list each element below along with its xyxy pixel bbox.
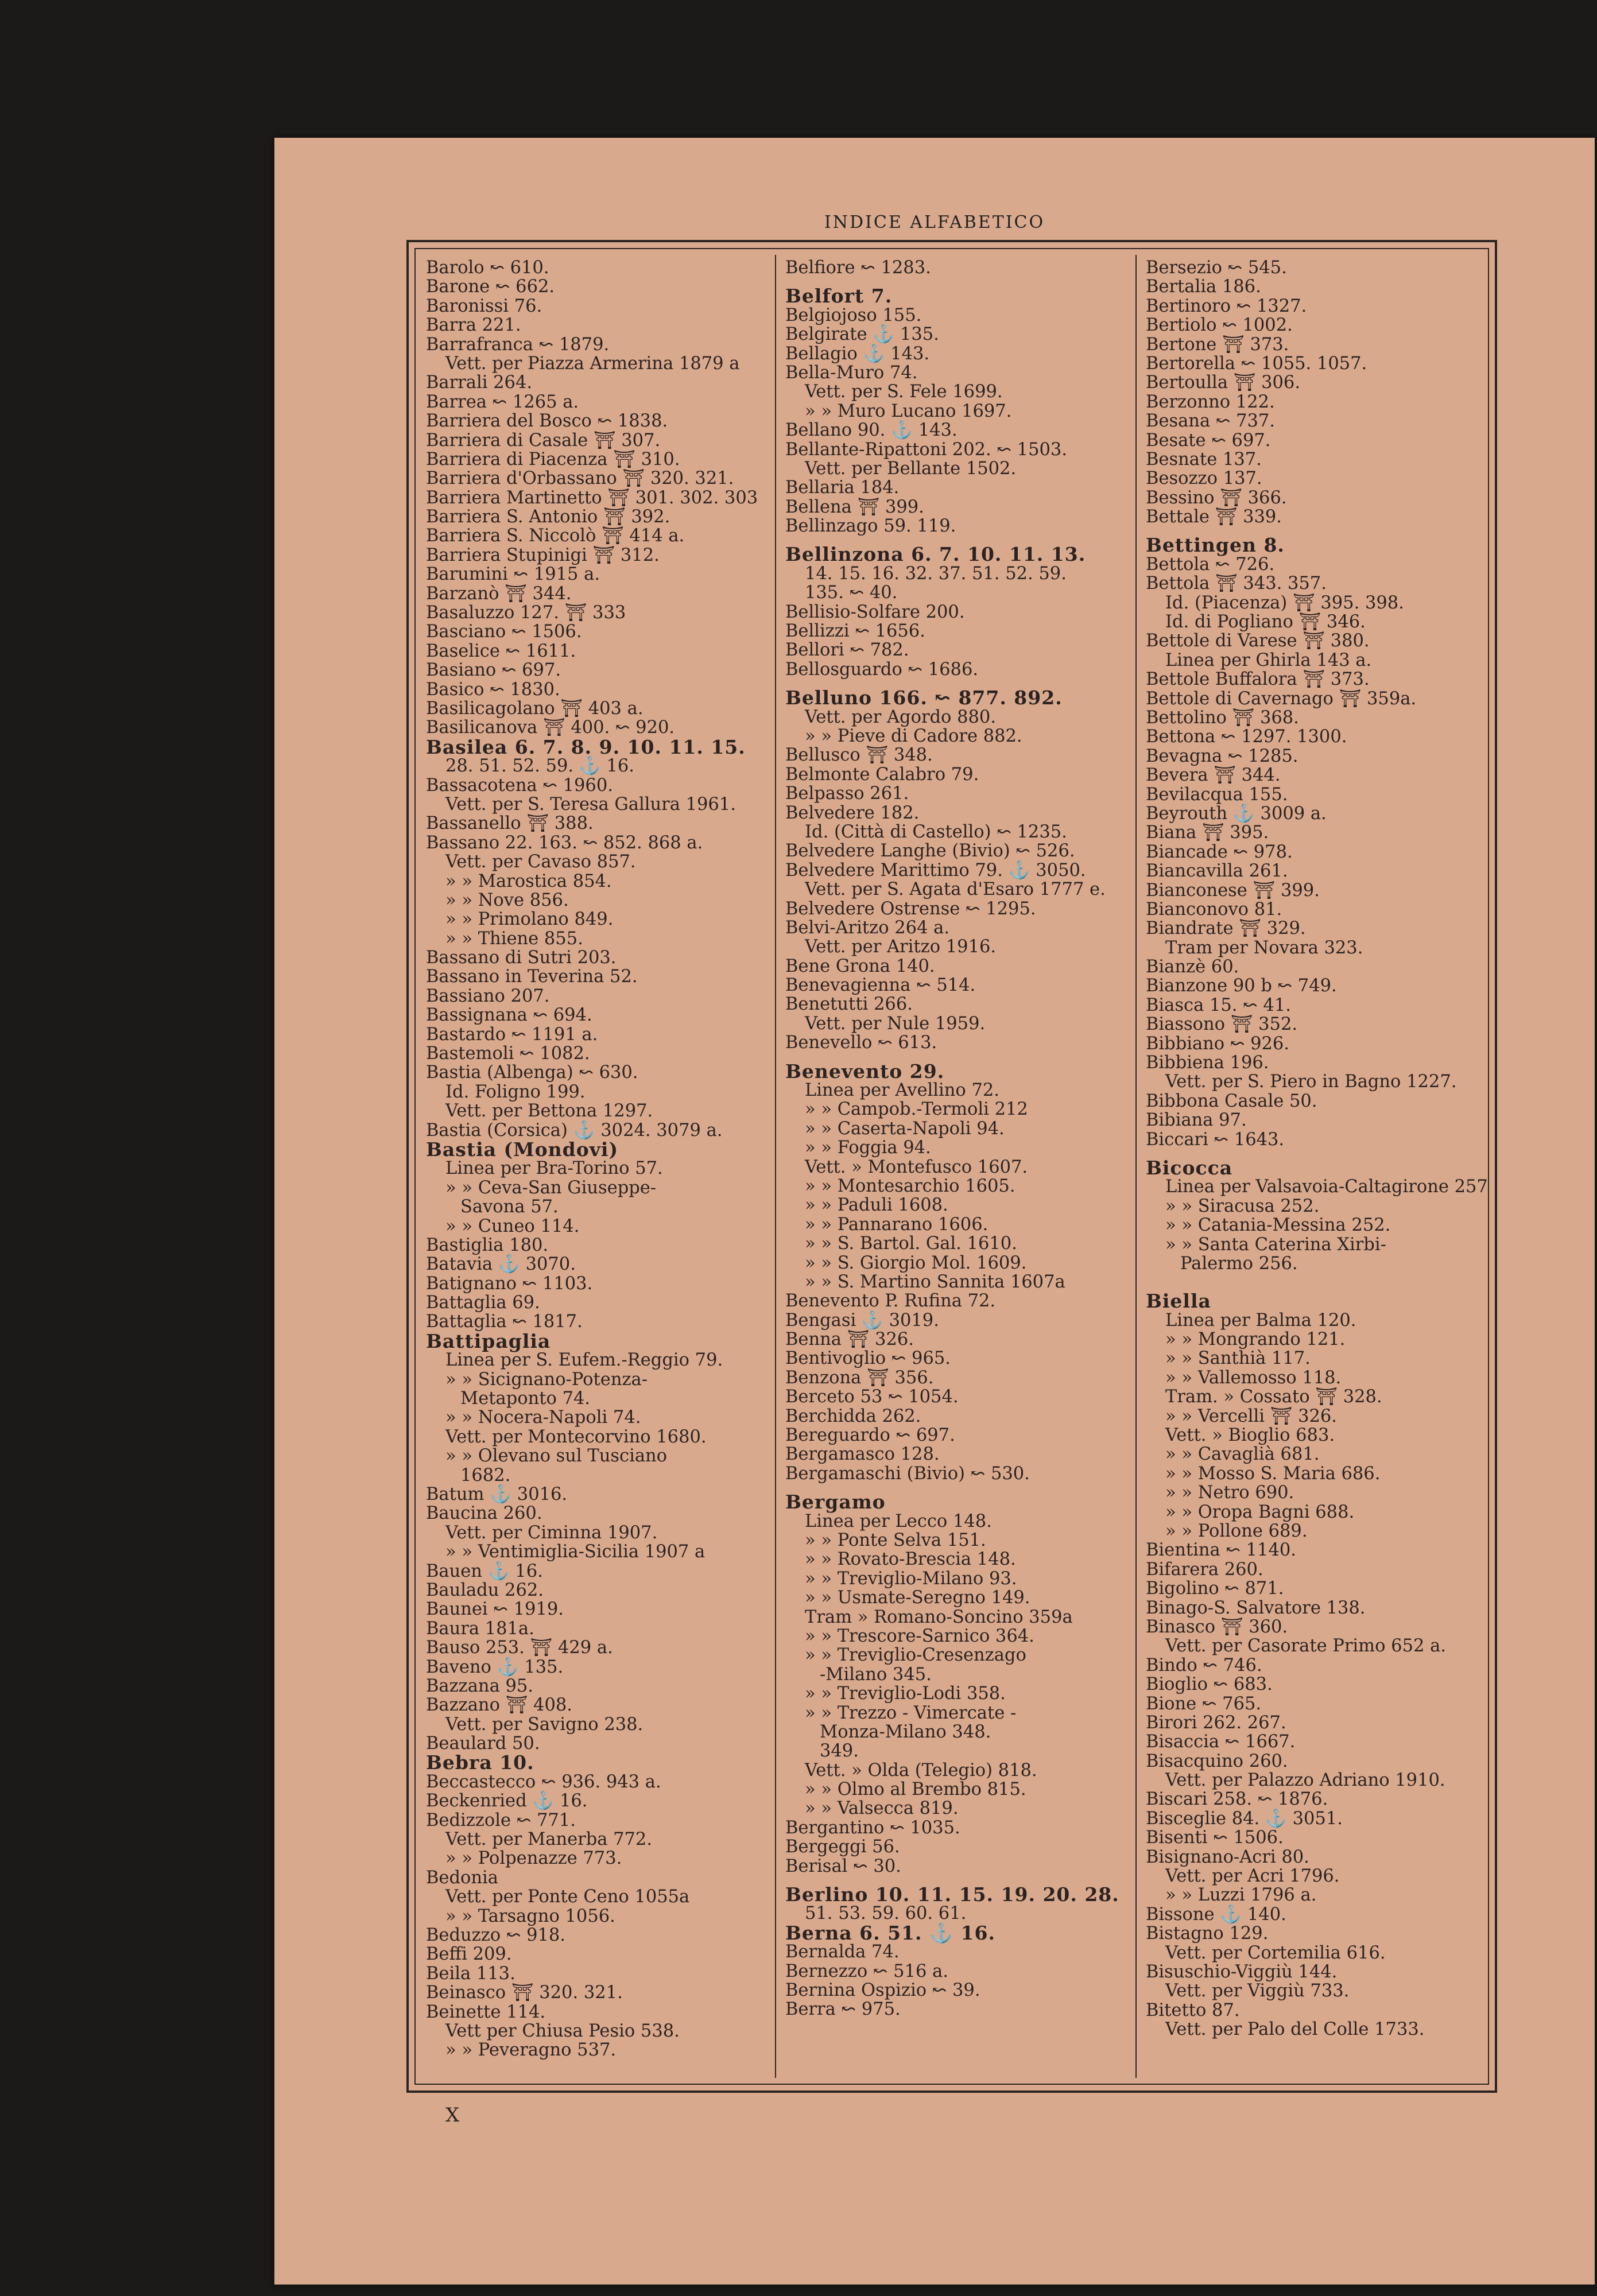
index-entry: Bettona ↜ 1297. 1300. [1146,727,1347,747]
index-entry: Bettola ⛩ 343. 357. [1146,573,1327,594]
index-entry: Basilicanova ⛩ 400. ↜ 920. [426,718,675,738]
index-column-1 [426,258,765,2076]
index-entry: » » Ventimiglia-Sicilia 1907 a [445,1542,706,1562]
index-entry: Bellagio ⚓ 143. [785,343,930,364]
index-entry: Barriera di Casale ⛩ 307. [426,430,661,451]
index-entry: Batavia ⚓ 3070. [426,1254,576,1275]
index-entry: Barriera S. Antonio ⛩ 392. [426,507,670,528]
index-entry: Bibbiena 196. [1146,1053,1269,1073]
index-entry: Beinette 114. [426,2002,546,2022]
index-entry: Vett. per Nule 1959. [805,1013,986,1034]
index-entry: Barone ↜ 662. [426,277,555,297]
index-entry: Linea per Ghirla 143 a. [1165,650,1372,670]
index-entry: » » S. Martino Sannita 1607a [805,1271,1065,1292]
index-entry: Berzonno 122. [1146,391,1275,412]
index-entry: Bernalda 74. [785,1942,900,1963]
index-entry: Vett. » Olda (Telegio) 818. [805,1760,1037,1781]
index-heading: Bellinzona 6. 7. 10. 11. 13. [785,543,1086,566]
index-entry: » » Pieve di Cadore 882. [805,726,1022,746]
index-entry: » » Marostica 854. [445,871,612,891]
index-entry: Bisacquino 260. [1146,1751,1288,1771]
index-entry: » » Pollone 689. [1165,1521,1308,1541]
index-entry: Barolo ↜ 610. [426,258,549,278]
index-entry: Barrea ↜ 1265 a. [426,391,579,412]
index-entry: Barumini ↜ 1915 a. [426,564,600,585]
index-entry: Bertinoro ↜ 1327. [1146,296,1307,316]
index-entry: » » Olevano sul Tusciano [445,1446,668,1467]
index-entry: Bioglio ↜ 683. [1146,1674,1273,1695]
index-entry: Basilicagolano ⛩ 403 a. [426,698,644,719]
index-entry: Biancavilla 261. [1146,861,1288,882]
index-entry: Beccastecco ↜ 936. 943 a. [426,1771,661,1792]
index-entry: Bibbona Casale 50. [1146,1091,1317,1111]
index-entry: Berra ↜ 975. [785,1999,901,2020]
index-entry: Vett. per Piazza Armerina 1879 a [445,353,740,374]
index-entry: Belvedere 182. [785,802,920,823]
index-entry: Bene Grona 140. [785,956,935,976]
index-entry: Vett. per Casorate Primo 652 a. [1165,1636,1446,1657]
column-divider [775,255,776,2078]
index-entry: » » Campob.-Termoli 212 [805,1099,1028,1120]
index-entry: Bellusco ⛩ 348. [785,745,933,766]
index-entry: Benna ⛩ 326. [785,1329,914,1350]
index-entry: Bisignano-Acri 80. [1146,1847,1309,1867]
index-entry: Bengasi ⚓ 3019. [785,1310,939,1331]
entry-gap [1146,1273,1491,1282]
index-entry: » » Vallemosso 118. [1165,1367,1342,1388]
index-entry: Bettolino ⛩ 368. [1146,707,1299,728]
index-entry: Baveno ⚓ 135. [426,1657,564,1677]
index-entry: Belvi-Aritzo 264 a. [785,917,950,938]
index-entry: Barzanò ⛩ 344. [426,583,572,604]
index-entry: Vett. per Cortemilia 616. [1165,1942,1386,1963]
index-entry: Baronissi 76. [426,296,542,316]
index-entry: Baucina 260. [426,1503,542,1524]
index-entry: Bellosguardo ↜ 1686. [785,659,979,680]
index-heading: Berlino 10. 11. 15. 19. 20. 28. [785,1883,1119,1906]
index-entry: Bassanello ⛩ 388. [426,813,594,834]
index-entry: 28. 51. 52. 59. ⚓ 16. [445,756,634,777]
index-entry: 1682. [460,1465,511,1486]
index-entry: Bettale ⛩ 339. [1146,507,1282,528]
index-entry: Beyrouth ⚓ 3009 a. [1146,803,1327,824]
index-entry: » » Nove 856. [445,890,569,910]
index-entry: Bassano in Teverina 52. [426,967,638,987]
index-entry: Bertalia 186. [1146,277,1261,297]
index-entry: Bassignana ↜ 694. [426,1005,592,1026]
index-entry: Basiano ↜ 697. [426,660,561,681]
index-entry: Bisceglie 84. ⚓ 3051. [1146,1808,1343,1829]
index-entry: Benzona ⛩ 356. [785,1367,934,1388]
index-entry: Vett. per Cavaso 857. [445,852,636,872]
index-entry: » » Rovato-Brescia 148. [805,1549,1016,1570]
index-entry: Bione ↜ 765. [1146,1693,1262,1714]
index-entry: Bertorella ↜ 1055. 1057. [1146,353,1367,374]
index-entry: Beduzzo ↜ 918. [426,1925,565,1945]
index-entry: Linea per Balma 120. [1165,1310,1356,1331]
index-entry: Biandrate ⛩ 329. [1146,918,1306,939]
index-entry: Baura 181a. [426,1618,534,1639]
index-heading: Biella [1146,1290,1211,1313]
index-entry: Batignano ↜ 1103. [426,1273,593,1294]
index-entry: Bastemoli ↜ 1082. [426,1044,590,1064]
index-entry: » » Tarsagno 1056. [445,1906,615,1926]
index-entry: Birori 262. 267. [1146,1712,1286,1733]
index-entry: Bassiano 207. [426,986,550,1006]
index-entry: » » Montesarchio 1605. [805,1176,1015,1196]
index-entry: Bertoulla ⛩ 306. [1146,373,1301,393]
index-entry: Biccari ↜ 1643. [1146,1129,1285,1150]
index-heading: Bergamo [785,1491,886,1514]
index-entry: Bifarera 260. [1146,1559,1263,1580]
index-entry: Bastiglia 180. [426,1235,549,1255]
index-entry: Bassano di Sutri 203. [426,948,617,968]
index-entry: Biscari 258. ↜ 1876. [1146,1789,1328,1810]
index-entry: Bastia (Albenga) ↜ 630. [426,1062,638,1083]
index-entry: Monza-Milano 348. [820,1721,991,1742]
book-page [274,138,1595,2285]
index-entry: Bellinzago 59. 119. [785,516,956,537]
index-entry: Id. (Città di Castello) ↜ 1235. [805,821,1067,842]
index-entry: » » Usmate-Seregno 149. [805,1588,1030,1608]
index-entry: Vett. per Bellante 1502. [805,458,1017,479]
index-entry: -Milano 345. [820,1664,932,1685]
index-entry: Bergeggi 56. [785,1837,900,1857]
index-entry: Binago-S. Salvatore 138. [1146,1597,1366,1618]
index-entry: Belfiore ↜ 1283. [785,258,931,278]
index-entry: Beckenried ⚓ 16. [426,1791,588,1812]
index-heading: Belfort 7. [785,285,893,308]
index-entry: Tram per Novara 323. [1165,937,1363,958]
index-entry: Basico ↜ 1830. [426,679,560,700]
index-entry: Bibiana 97. [1146,1110,1247,1131]
index-entry: » » Treviglio-Lodi 358. [805,1684,1006,1704]
index-entry: Beffi 209. [426,1944,512,1965]
index-entry: » » Luzzi 1796 a. [1165,1885,1317,1906]
index-entry: » » Paduli 1608. [805,1195,948,1216]
index-frame [406,240,1497,2093]
index-entry: Vett. per Aritzo 1916. [805,937,997,957]
index-entry: Belvedere Ostrense ↜ 1295. [785,898,1036,919]
index-entry: Bitetto 87. [1146,2000,1240,2020]
index-entry: » » Catania-Messina 252. [1165,1215,1391,1236]
index-entry: Bistagno 129. [1146,1923,1269,1944]
index-entry: » » Ponte Selva 151. [805,1530,986,1550]
index-entry: Baselice ↜ 1611. [426,641,576,661]
index-entry: » » Sicignano-Potenza- [445,1369,648,1390]
index-entry: Bettole di Varese ⛩ 380. [1146,631,1370,651]
index-entry: Id. di Pogliano ⛩ 346. [1165,612,1366,633]
index-entry: » » Santhià 117. [1165,1348,1311,1369]
index-entry: » » Olmo al Brembo 815. [805,1779,1026,1800]
index-entry: » » Polpenazze 773. [445,1848,622,1869]
index-entry: » » Mosso S. Maria 686. [1165,1463,1381,1484]
index-entry: Id. (Piacenza) ⛩ 395. 398. [1165,592,1404,613]
index-entry: Bibbiano ↜ 926. [1146,1033,1290,1054]
index-entry: » » Muro Lucano 1697. [805,401,1012,421]
index-entry: Bellaria 184. [785,478,900,498]
index-entry: Bernina Ospizio ↜ 39. [785,1980,980,2000]
index-entry: Linea per S. Eufem.-Reggio 79. [445,1350,723,1371]
index-heading: Bastia (Mondovi) [426,1138,619,1161]
index-entry: Bianconese ⛩ 399. [1146,880,1320,901]
index-entry: Barriera del Bosco ↜ 1838. [426,411,668,432]
index-entry: Barra 221. [426,315,521,336]
index-entry: Bellori ↜ 782. [785,640,909,661]
index-entry: Bellante-Ripattoni 202. ↜ 1503. [785,439,1067,460]
index-entry: Battaglia 69. [426,1293,540,1313]
index-entry: » » Thiene 855. [445,928,583,949]
index-entry: Bellano 90. ⚓ 143. [785,420,958,441]
index-entry: Bianzè 60. [1146,957,1239,978]
index-entry: Belmonte Calabro 79. [785,764,979,785]
index-entry: Barriera Stupinigi ⛩ 312. [426,545,660,565]
index-entry: Benevento P. Rufina 72. [785,1291,996,1312]
index-entry: Linea per Lecco 148. [805,1511,992,1531]
index-entry: » » Vercelli ⛩ 326. [1165,1406,1337,1426]
index-entry: Beila 113. [426,1963,515,1984]
index-entry: Vett per Chiusa Pesio 538. [445,2020,680,2041]
index-entry: Bastia (Corsica) ⚓ 3024. 3079 a. [426,1120,723,1141]
index-column-3 [1146,258,1491,2076]
index-entry: Bellisio-Solfare 200. [785,602,965,622]
index-entry: Vett. per S. Fele 1699. [805,382,1003,402]
index-entry: » » Pannarano 1606. [805,1214,989,1235]
index-entry: Biana ⛩ 395. [1146,823,1269,843]
index-entry: » » Caserta-Napoli 94. [805,1118,1005,1139]
index-entry: Barrafranca ↜ 1879. [426,334,610,355]
index-entry: Bedizzole ↜ 771. [426,1810,576,1830]
index-entry: Belvedere Marittimo 79. ⚓ 3050. [785,860,1086,881]
index-entry: Bettola ↜ 726. [1146,554,1275,575]
index-entry: » » Cuneo 114. [445,1216,580,1236]
index-entry: Belvedere Langhe (Bivio) ↜ 526. [785,841,1075,862]
index-entry: Savona 57. [460,1197,559,1217]
index-entry: Berchidda 262. [785,1406,921,1426]
index-entry: Vett. per Palazzo Adriano 1910. [1165,1770,1445,1791]
index-entry: Bergantino ↜ 1035. [785,1817,960,1838]
index-entry: » » Foggia 94. [805,1138,931,1158]
index-entry: Vett. per S. Agata d'Esaro 1777 e. [805,879,1106,900]
index-entry: Vett. » Bioglio 683. [1165,1425,1335,1446]
index-entry: Bientina ↜ 1140. [1146,1540,1296,1561]
index-entry: Belgirate ⚓ 135. [785,324,939,345]
index-entry: Barriera Martinetto ⛩ 301. 302. 303 [426,487,758,508]
index-entry: » » Santa Caterina Xirbi- [1165,1234,1386,1255]
index-entry: Bellena ⛩ 399. [785,497,924,517]
index-entry: Bettole Buffalora ⛩ 373. [1146,669,1370,690]
index-entry: Bauen ⚓ 16. [426,1561,543,1581]
index-entry: Bella-Muro 74. [785,362,918,383]
index-entry: Bettole di Cavernago ⛩ 359a. [1146,688,1417,709]
index-heading: Benevento 29. [785,1060,945,1083]
index-entry: Barrali 264. [426,373,533,393]
index-entry: » » Trezzo - Vimercate - [805,1702,1017,1723]
index-entry: Vett. per Bettona 1297. [445,1101,653,1122]
index-entry: Bertiolo ↜ 1002. [1146,315,1293,336]
index-entry: Bessino ⛩ 366. [1146,487,1287,508]
index-entry: Beaulard 50. [426,1733,540,1754]
index-entry: Vett. per Viggiù 733. [1165,1981,1350,2002]
index-entry: Tram. » Cossato ⛩ 328. [1165,1387,1382,1407]
index-entry: Bedonia [426,1867,498,1888]
index-entry: Bianconovo 81. [1146,899,1282,920]
index-entry: Biasca 15. ↜ 41. [1146,995,1291,1015]
index-entry: Bigolino ↜ 871. [1146,1578,1284,1599]
index-entry: Berceto 53 ↜ 1054. [785,1387,959,1407]
index-heading: Basilea 6. 7. 8. 9. 10. 11. 15. [426,735,746,758]
index-entry: Vett. per Montecorvino 1680. [445,1426,707,1447]
index-entry: Battaglia ↜ 1817. [426,1312,583,1332]
column-divider [1135,255,1137,2078]
index-entry: Binasco ⛩ 360. [1146,1616,1288,1637]
index-entry: Bereguardo ↜ 697. [785,1425,955,1446]
index-entry: Vett. per Ponte Ceno 1055a [445,1887,690,1907]
index-entry: Benetutti 266. [785,994,913,1015]
index-entry: Vett. per Agordo 880. [805,707,997,727]
index-heading: Berna 6. 51. ⚓ 16. [785,1921,995,1944]
index-entry: » » Treviglio-Cresenzago [805,1645,1026,1666]
page-number: X [445,2104,460,2127]
index-entry: Belgiojoso 155. [785,305,922,325]
index-entry: 135. ↜ 40. [805,583,898,603]
index-heading: Belluno 166. ↜ 877. 892. [785,687,1063,709]
index-entry: » » Primolano 849. [445,909,614,930]
index-entry: Bisuschio-Viggiù 144. [1146,1961,1338,1982]
index-entry: Biancade ↜ 978. [1146,841,1293,862]
index-entry: Bassacotena ↜ 1960. [426,775,613,796]
index-entry: » » S. Bartol. Gal. 1610. [805,1234,1017,1254]
index-entry: » » Valsecca 819. [805,1798,959,1819]
index-entry: Bergamasco 128. [785,1444,940,1465]
index-entry: Besozzo 137. [1146,468,1262,489]
index-entry: Id. Foligno 199. [445,1081,586,1102]
index-entry: Bellizzi ↜ 1656. [785,621,925,642]
index-entry: Benevagienna ↜ 514. [785,975,976,996]
index-entry: Bazzano ⛩ 408. [426,1695,572,1716]
index-entry: » » Nocera-Napoli 74. [445,1407,641,1428]
index-entry: » » Cavaglià 681. [1165,1444,1320,1465]
index-entry: Besate ↜ 697. [1146,430,1271,451]
index-entry: Barriera di Piacenza ⛩ 310. [426,449,680,470]
index-entry: Metaponto 74. [460,1389,591,1409]
index-frame-inner [414,248,1489,2085]
index-entry: Berisal ↜ 30. [785,1856,901,1876]
index-entry: » » Trescore-Sarnico 364. [805,1626,1034,1646]
index-heading: Bebra 10. [426,1751,534,1774]
index-entry: » » Siracusa 252. [1165,1196,1320,1216]
index-entry: Benevello ↜ 613. [785,1033,937,1053]
index-entry: » » Treviglio-Milano 93. [805,1568,1017,1589]
index-entry: Bazzana 95. [426,1676,533,1696]
index-entry: Bergamaschi (Bivio) ↜ 530. [785,1463,1030,1484]
index-entry: Bevera ⛩ 344. [1146,765,1281,786]
index-entry: Bernezzo ↜ 516 a. [785,1961,948,1981]
index-heading: Battipaglia [426,1329,551,1352]
index-entry: » » Oropa Bagni 688. [1165,1502,1355,1522]
index-entry: Vett. per Acri 1796. [1165,1866,1340,1887]
index-entry: Vett. per Savigno 238. [445,1714,644,1735]
index-entry: Barriera d'Orbassano ⛩ 320. 321. [426,468,734,489]
index-entry: Bastardo ↜ 1191 a. [426,1024,598,1045]
index-entry: 51. 53. 59. 60. 61. [805,1903,967,1924]
index-entry: Vett. per Manerba 772. [445,1829,653,1850]
index-entry: Linea per Valsavoia-Caltagirone 257 [1165,1177,1488,1197]
index-entry: Vett. per S. Teresa Gallura 1961. [445,794,736,815]
index-entry: » » Ceva-San Giuseppe- [445,1177,657,1198]
index-entry: Palermo 256. [1180,1253,1298,1274]
index-entry: Bisaccia ↜ 1667. [1146,1732,1296,1752]
index-entry: Bauso 253. ⛩ 429 a. [426,1638,613,1658]
index-entry: Bissone ⚓ 140. [1146,1904,1286,1925]
index-entry: Bevilacqua 155. [1146,784,1288,805]
index-heading: Bicocca [1146,1156,1233,1179]
index-entry: Batum ⚓ 3016. [426,1484,568,1504]
index-entry: Belpasso 261. [785,784,909,804]
index-entry: Besana ↜ 737. [1146,411,1275,432]
index-entry: Bentivoglio ↜ 965. [785,1348,951,1369]
index-entry: Bevagna ↜ 1285. [1146,746,1298,766]
index-heading: Bettingen 8. [1146,534,1285,557]
index-entry: » » Mongrando 121. [1165,1329,1346,1350]
index-entry: Linea per Bra-Torino 57. [445,1158,663,1179]
index-entry: Basaluzzo 127. ⛩ 333 [426,603,626,623]
index-entry: Besnate 137. [1146,449,1262,470]
index-entry: Baunei ↜ 1919. [426,1599,564,1620]
index-entry: Tram » Romano-Soncino 359a [805,1607,1073,1627]
index-entry: Bianzone 90 b ↜ 749. [1146,976,1337,996]
index-entry: Vett. per S. Piero in Bagno 1227. [1165,1072,1457,1092]
index-entry: 14. 15. 16. 32. 37. 51. 52. 59. [805,563,1067,584]
index-entry: » » Netro 690. [1165,1483,1294,1503]
index-column-2 [785,258,1127,2076]
index-entry: Beinasco ⛩ 320. 321. [426,1983,623,2003]
index-entry: » » S. Giorgio Mol. 1609. [805,1252,1027,1273]
index-entry: Vett. per Palo del Colle 1733. [1165,2019,1425,2040]
index-entry: 349. [820,1741,859,1762]
index-entry: Vett. » Montefusco 1607. [805,1157,1028,1177]
index-entry: Bindo ↜ 746. [1146,1655,1262,1676]
index-entry: Bertone ⛩ 373. [1146,334,1289,355]
index-entry: Bassano 22. 163. ↜ 852. 868 a. [426,832,703,853]
index-entry: Basciano ↜ 1506. [426,622,582,642]
index-entry: Barriera S. Niccolò ⛩ 414 a. [426,526,685,546]
index-entry: Bisenti ↜ 1506. [1146,1828,1284,1848]
index-entry: Vett. per Ciminna 1907. [445,1522,658,1543]
index-entry: Biassono ⛩ 352. [1146,1014,1298,1035]
index-entry: Bauladu 262. [426,1580,544,1600]
index-entry: » » Peveragno 537. [445,2040,617,2061]
index-entry: Bersezio ↜ 545. [1146,258,1287,278]
index-entry: Linea per Avellino 72. [805,1080,999,1101]
page-header: INDICE ALFABETICO [824,212,1045,232]
